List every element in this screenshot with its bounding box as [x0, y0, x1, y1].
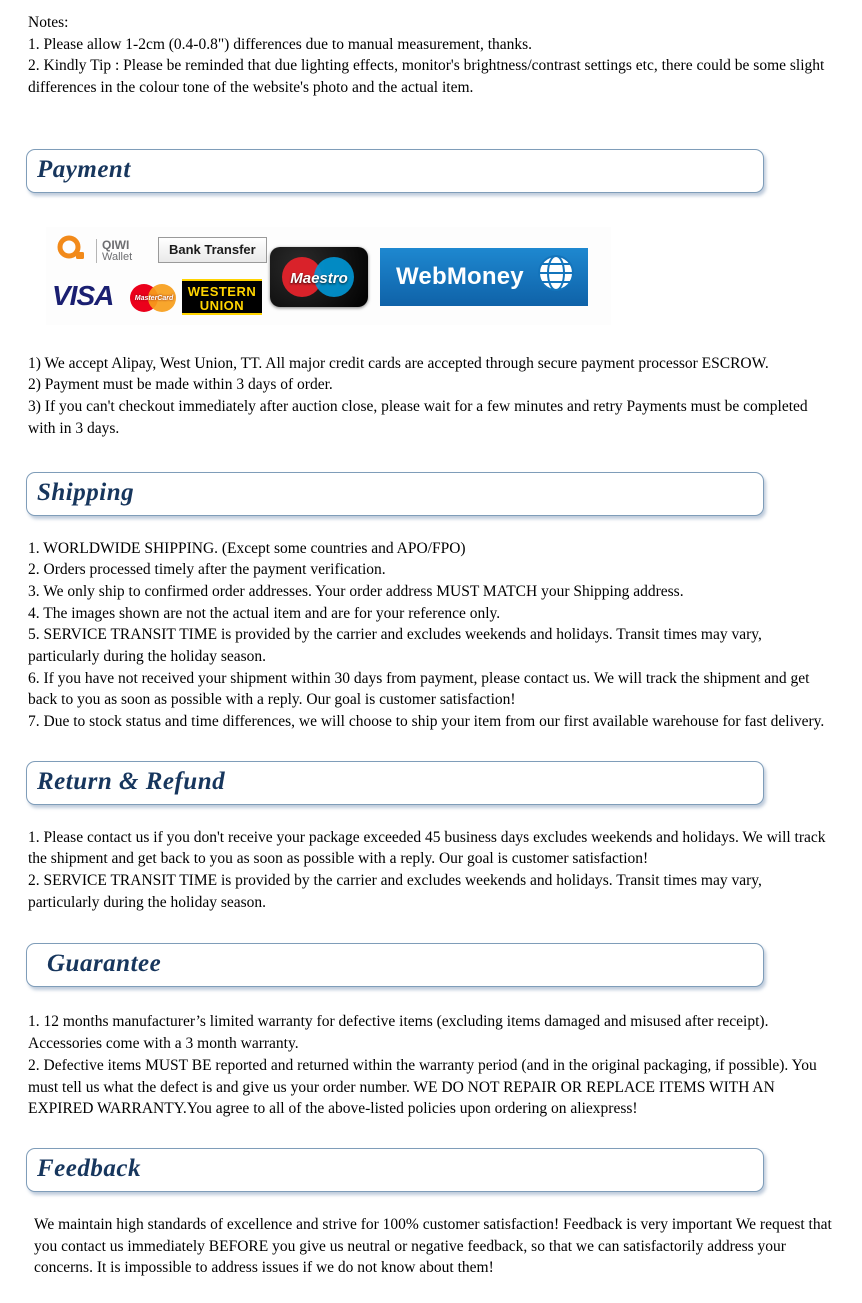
shipping-term-6: 6. If you have not received your shipment within 30 days from payment, please contact us. We will track the shipment and get back to you as soon as possible with a reply. Our goal is customer satisfaction! — [28, 669, 810, 709]
shipping-term-3: 3. We only ship to confirmed order addresses. Your order address MUST MATCH your Shipping address. — [28, 582, 684, 600]
guarantee-term-2: 2. Defective items MUST BE reported and returned within the warranty period (and in the original packaging, if possible). You must tell us what the defect is and give us your order number. WE DO NOT REPAIR OR REPLACE ITEMS WITH AN EXPIRED WARRANTY.You agree to all of the above-listed policies upon ordering on aliexpress! — [28, 1056, 817, 1118]
notes-title: Notes: — [28, 14, 69, 31]
western-union-line-2: UNION — [199, 298, 245, 314]
qiwi-icon — [54, 233, 92, 270]
bank-transfer-logo: Bank Transfer — [158, 237, 267, 263]
shipping-term-5: 5. SERVICE TRANSIT TIME is provided by the carrier and excludes weekends and holidays. Transit times may vary, particularly during the holiday season. — [28, 626, 762, 665]
mastercard-wordmark: MasterCard — [134, 294, 174, 302]
mastercard-logo — [130, 283, 178, 313]
guarantee-section-header — [26, 943, 764, 987]
feedback-title: Feedback — [37, 1154, 141, 1182]
shipping-section-header — [26, 472, 764, 516]
qiwi-wallet-logo — [54, 233, 132, 270]
shipping-term-4: 4. The images shown are not the actual item and are for your reference only. — [28, 604, 501, 622]
payment-methods-logos — [46, 227, 611, 325]
guarantee-term-1: 1. 12 months manufacturer’s limited warranty for defective items (excluding items damaged and misused after receipt). Accessories come with a 3 month warranty. — [28, 1013, 769, 1053]
return-term-1: 1. Please contact us if you don't receive your package exceeded 45 business days excludes weekends and holidays. We will track the shipment and get back to you as soon as possible with a reply. Our goal is customer satisfaction! — [28, 828, 826, 868]
payment-section-header — [26, 149, 764, 193]
maestro-logo — [270, 247, 368, 307]
shipping-terms — [28, 538, 828, 733]
feedback-section-header — [26, 1148, 764, 1192]
western-union-line-1: WESTERN — [187, 283, 257, 299]
guarantee-terms — [28, 1011, 828, 1119]
return-refund-title: Return & Refund — [37, 767, 226, 795]
payment-term-2: 2) Payment must be made within 3 days of order. — [28, 376, 333, 394]
notes-line-2: 2. Kindly Tip : Please be reminded that due lighting effects, monitor's brightness/contrast settings etc, there could be some slight differences in the colour tone of the website's photo and the actual item. — [28, 57, 825, 97]
webmoney-wordmark: WebMoney — [396, 262, 524, 290]
payment-terms — [28, 353, 828, 440]
feedback-text: We maintain high standards of excellence and strive for 100% customer satisfaction! Feedback is very important We request that you contact us immediately BEFORE you give us neutral or negative feedback, so that we can satisfactorily address your concerns. It is impossible to address issues if we do not know about them! — [34, 1215, 832, 1277]
return-refund-section-header — [26, 761, 764, 805]
western-union-logo — [182, 279, 262, 315]
payment-term-1: 1) We accept Alipay, West Union, TT. All major credit cards are accepted through secure payment processor ESCROW. — [28, 354, 769, 372]
shipping-term-2: 2. Orders processed timely after the payment verification. — [28, 561, 386, 579]
return-refund-terms — [28, 827, 828, 914]
notes-section — [28, 12, 832, 99]
webmoney-globe-icon — [536, 253, 576, 300]
visa-logo: VISA — [52, 279, 114, 311]
payment-title: Payment — [37, 155, 131, 183]
maestro-wordmark: Maestro — [290, 269, 348, 287]
shipping-term-1: 1. WORLDWIDE SHIPPING. (Except some countries and APO/FPO) — [28, 539, 466, 557]
notes-line-1: 1. Please allow 1-2cm (0.4-0.8") differences due to manual measurement, thanks. — [28, 35, 533, 53]
shipping-title: Shipping — [37, 478, 135, 506]
return-term-2: 2. SERVICE TRANSIT TIME is provided by the carrier and excludes weekends and holidays. Transit times may vary, particularly during the holiday season. — [28, 872, 762, 911]
payment-term-3: 3) If you can't checkout immediately after auction close, please wait for a few minutes and retry Payments must be completed with in 3 days. — [28, 398, 808, 437]
webmoney-logo — [380, 248, 588, 306]
feedback-terms — [34, 1214, 834, 1279]
guarantee-title: Guarantee — [47, 950, 162, 978]
shipping-term-7: 7. Due to stock status and time differences, we will choose to ship your item from our first available warehouse for fast delivery. — [28, 713, 825, 730]
qiwi-wordmark: QIWI Wallet — [96, 239, 132, 263]
